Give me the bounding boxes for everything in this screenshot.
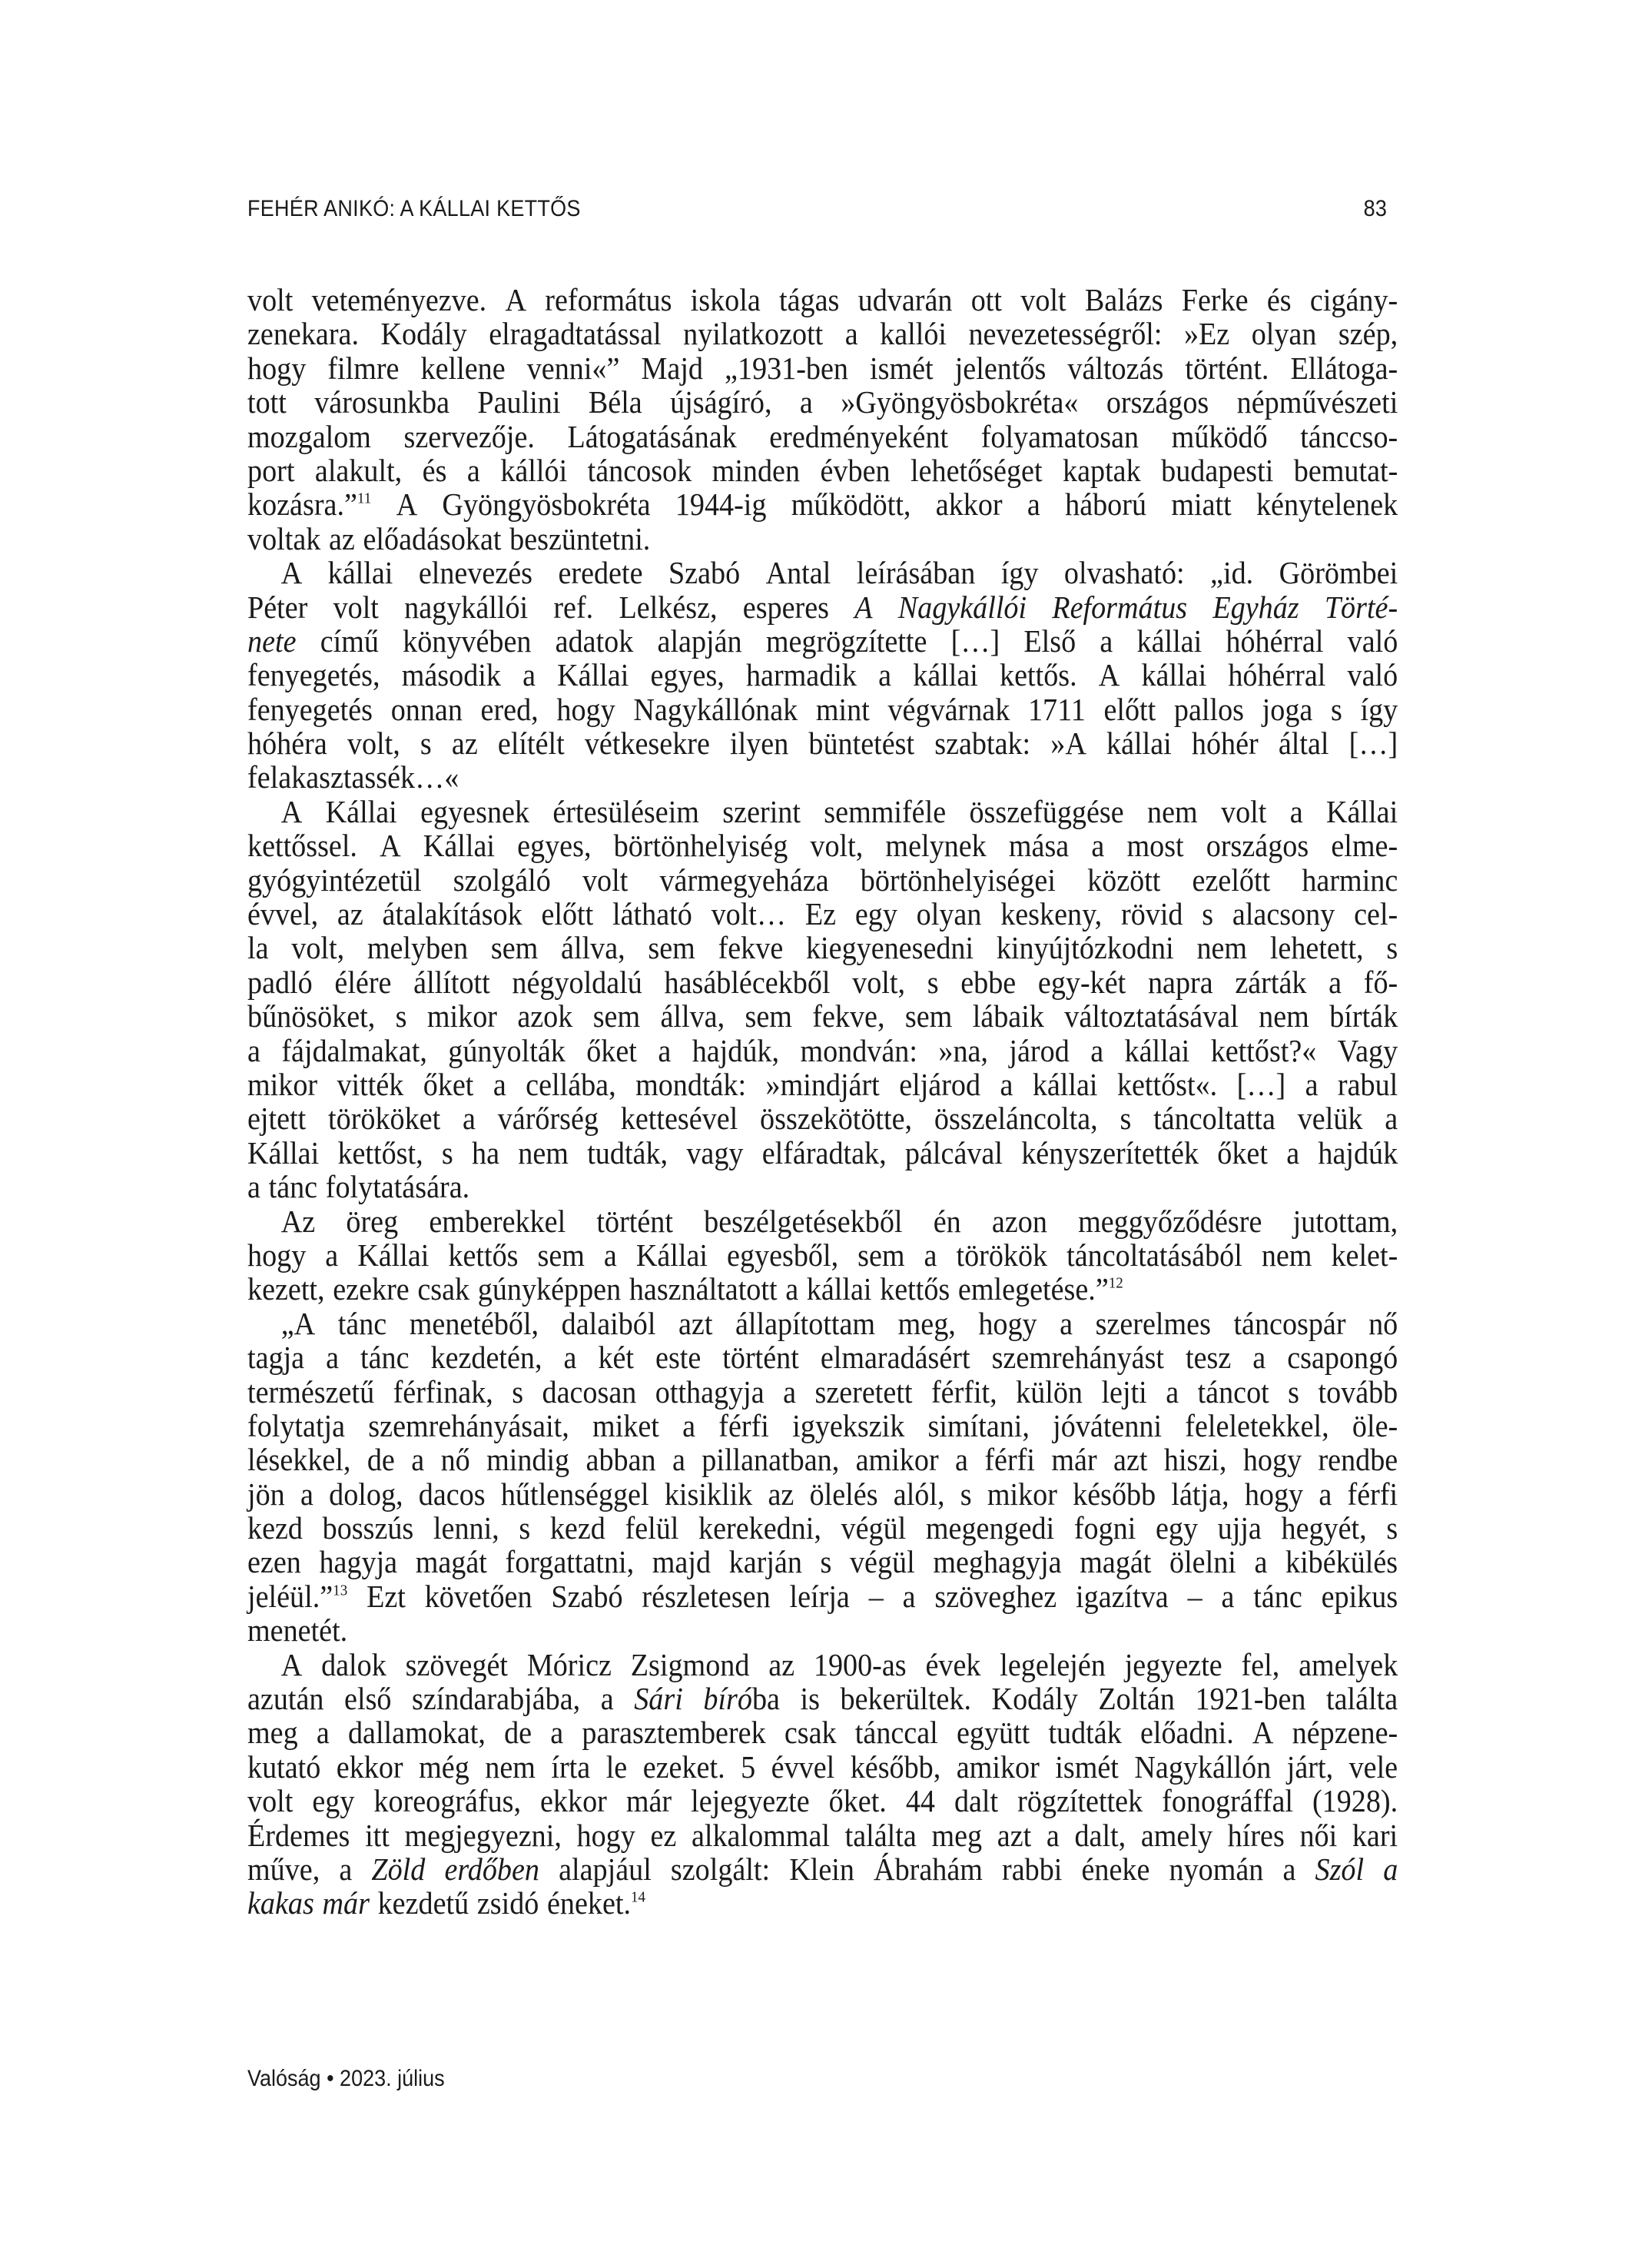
- italic-title: Nagykállói: [897, 589, 1027, 625]
- text-line: Érdemes itt megjegyezni, hogy ez alkalommal találta meg azt a dalt, amely híres női kari: [247, 1817, 1398, 1853]
- running-title: FEHÉR ANIKÓ: A KÁLLAI KETTŐS: [247, 196, 581, 221]
- text-line: tagja a tánc kezdetén, a két este történt elmaradásért szemrehányást tesz a csapongó: [247, 1340, 1398, 1376]
- text-line: A dalok szövegét Móricz Zsigmond az 1900-as évek legelején jegyezte fel, amelyek: [280, 1646, 1398, 1682]
- text-line: évvel, az átalakítások előtt látható volt… Ez egy olyan keskeny, rövid s alacsony cel-: [247, 896, 1398, 932]
- italic-title: A: [854, 589, 873, 625]
- text-line: kezd bosszús lenni, s kezd felül kerekedni, végül megengedi fogni egy ujja hegyét, s: [247, 1510, 1398, 1546]
- text-line: „A tánc menetéből, dalaiból azt állapítottam meg, hogy a szerelmes táncospár nő: [280, 1305, 1398, 1341]
- article-body: [247, 283, 1398, 1921]
- italic-title: nete: [247, 623, 297, 659]
- italic-title: Sári: [634, 1681, 683, 1717]
- text-line: kettőssel. A Kállai egyes, börtönhelyiség volt, melynek mása a most országos elme-: [247, 828, 1398, 864]
- text-line: a fájdalmakat, gúnyolták őket a hajdúk, mondván: »na, járod a kállai kettőst?« Vagy: [247, 1032, 1398, 1068]
- running-header: [247, 196, 1388, 227]
- text-line: voltak az előadásokat beszüntetni.: [247, 520, 651, 556]
- paragraph: [247, 556, 1398, 795]
- italic-title: Szól: [1315, 1851, 1365, 1887]
- footnote-ref: 11: [357, 490, 372, 507]
- paragraph: [247, 1648, 1398, 1921]
- text-line: műve, a Zöld erdőben alapjául szolgált: Klein Ábrahám rabbi éneke nyomán a Szól a: [247, 1851, 1398, 1887]
- separator-bullet: •: [327, 2066, 334, 2091]
- page-number: 83: [1363, 196, 1388, 221]
- text-line: felakasztassék…«: [247, 759, 459, 795]
- footnote-ref: 13: [333, 1582, 348, 1599]
- text-line: A Kállai egyesnek értesüléseim szerint semmiféle összefüggése nem volt a Kállai: [280, 793, 1398, 829]
- italic-title: erdőben: [444, 1851, 539, 1887]
- text-line: padló élére állított négyoldalú hasáblécekből volt, s ebbe egy-két napra zárták a fő-: [247, 964, 1398, 1000]
- issue-date: 2023. július: [340, 2066, 445, 2091]
- paragraph: [247, 1307, 1398, 1648]
- text-line: meg a dallamokat, de a parasztemberek csak tánccal együtt tudták előadni. A népzene-: [247, 1715, 1398, 1751]
- text-line: folytatja szemrehányásait, miket a férfi igyekszik simítani, jóvátenni feleletekkel, öle-: [247, 1407, 1398, 1443]
- text-line: A kállai elnevezés eredete Szabó Antal leírásában így olvasható: „id. Görömbei: [280, 555, 1398, 591]
- footnote-ref: 12: [1108, 1274, 1123, 1292]
- body-column: [247, 283, 1398, 1921]
- italic-title: Református: [1052, 589, 1188, 625]
- text-line: Kállai kettőst, s ha nem tudták, vagy elfáradtak, pálcával kényszerítették őket a hajdúk: [247, 1134, 1398, 1171]
- text-line: azután első színdarabjába, a Sári bíróba is bekerültek. Kodály Zoltán 1921-ben találta: [247, 1681, 1398, 1717]
- journal-name: Valóság: [247, 2066, 321, 2091]
- italic-title: Egyház: [1212, 589, 1299, 625]
- text-line: nete című könyvében adatok alapján megrögzítette […] Első a kállai hóhérral való: [247, 623, 1398, 659]
- paragraph: [247, 1204, 1398, 1307]
- text-line: hóhéra volt, s az elítélt vétkesekre ilyen büntetést szabtak: »A kállai hóhér által […]: [247, 726, 1398, 762]
- text-line: la volt, melyben sem állva, sem fekve kiegyenesedni kinyújtózkodni nem lehetett, s: [247, 930, 1398, 966]
- text-line: jeléül.”$^{13}$ Ezt követően Szabó részletesen leírja – a szöveghez igazítva – a tánc epikus: [247, 1578, 1398, 1614]
- text-line: zenekara. Kodály elragadtatással nyilatkozott a kallói nevezetességről: »Ez olyan szép,: [247, 316, 1398, 352]
- text-line: volt egy koreográfus, ekkor már lejegyezte őket. 44 dalt rögzítettek fonográffal (1928).: [247, 1783, 1398, 1819]
- text-line: hogy a Kállai kettős sem a Kállai egyesből, sem a törökök táncoltatásából nem kelet-: [247, 1237, 1398, 1273]
- text-line: port alakult, és a kállói táncosok minden évben lehetőséget kaptak budapesti bemutat-: [247, 452, 1398, 488]
- text-line: ezen hagyja magát forgattatni, majd karján s végül meghagyja magát ölelni a kibékülés: [247, 1544, 1398, 1580]
- italic-title: Törté-: [1324, 589, 1398, 625]
- footnote-ref: 14: [631, 1888, 646, 1906]
- text-line: ejtett törököket a várőrség kettesével összekötötte, összeláncolta, s táncoltatta velük a: [247, 1101, 1398, 1137]
- italic-title: bíró: [703, 1681, 752, 1717]
- text-line: bűnösöket, s mikor azok sem állva, sem fekve, sem lábaik változtatásával nem bírták: [247, 998, 1398, 1034]
- text-line: jön a dolog, dacos hűtlenséggel kisiklik az ölelés alól, s mikor később látja, hogy a férfi: [247, 1476, 1398, 1512]
- italic-title: már: [322, 1885, 370, 1921]
- text-line: Péter volt nagykállói ref. Lelkész, esperes A Nagykállói Református Egyház Törté-: [247, 589, 1398, 625]
- text-line: gyógyintézetül szolgáló volt vármegyeháza börtönhelyiségei között ezelőtt harminc: [247, 862, 1398, 898]
- italic-title: Zöld: [371, 1851, 426, 1887]
- text-line: a tánc folytatására.: [247, 1169, 470, 1205]
- text-line: kakas már kezdetű zsidó éneket.$^{14}$: [247, 1885, 646, 1921]
- paragraph: [247, 283, 1398, 556]
- footer: [247, 2066, 445, 2092]
- text-line: természetű férfinak, s dacosan otthagyja a szeretett férfit, külön lejti a táncot s tovább: [247, 1373, 1398, 1410]
- text-line: kozásra.”$^{11}$ A Gyöngyösbokréta 1944-ig működött, akkor a háború miatt kénytelenek: [247, 486, 1398, 523]
- text-line: mozgalom szervezője. Látogatásának eredményeként folyamatosan működő tánccso-: [247, 418, 1398, 454]
- text-line: kutató ekkor még nem írta le ezeket. 5 évvel később, amikor ismét Nagykállón járt, vele: [247, 1748, 1398, 1785]
- text-line: hogy filmre kellene venni«” Majd „1931-ben ismét jelentős változás történt. Ellátoga-: [247, 350, 1398, 386]
- text-line: fenyegetés, második a Kállai egyes, harmadik a kállai kettős. A kállai hóhérral való: [247, 657, 1398, 693]
- text-line: Az öreg emberekkel történt beszélgetésekből én azon meggyőződésre jutottam,: [280, 1203, 1398, 1239]
- text-line: menetét.: [247, 1612, 348, 1649]
- text-line: volt veteményezve. A református iskola tágas udvarán ott volt Balázs Ferke és cigány-: [247, 282, 1398, 317]
- italic-title: a: [1383, 1851, 1398, 1887]
- italic-title: kakas: [247, 1885, 314, 1921]
- paragraph: [247, 795, 1398, 1204]
- text-line: lésekkel, de a nő mindig abban a pillanatban, amikor a férfi már azt hiszi, hogy rendbe: [247, 1442, 1398, 1478]
- text-line: kezett, ezekre csak gúnyképpen használtatott a kállai kettős emlegetése.”$^{12}$: [247, 1271, 1123, 1307]
- text-line: tott városunkba Paulini Béla újságíró, a »Gyöngyösbokréta« országos népművészeti: [247, 384, 1398, 420]
- text-line: fenyegetés onnan ered, hogy Nagykállónak mint végvárnak 1711 előtt pallos joga s így: [247, 691, 1398, 727]
- text-line: mikor vitték őket a cellába, mondták: »mindjárt eljárod a kállai kettőst«. […] a rabul: [247, 1066, 1398, 1102]
